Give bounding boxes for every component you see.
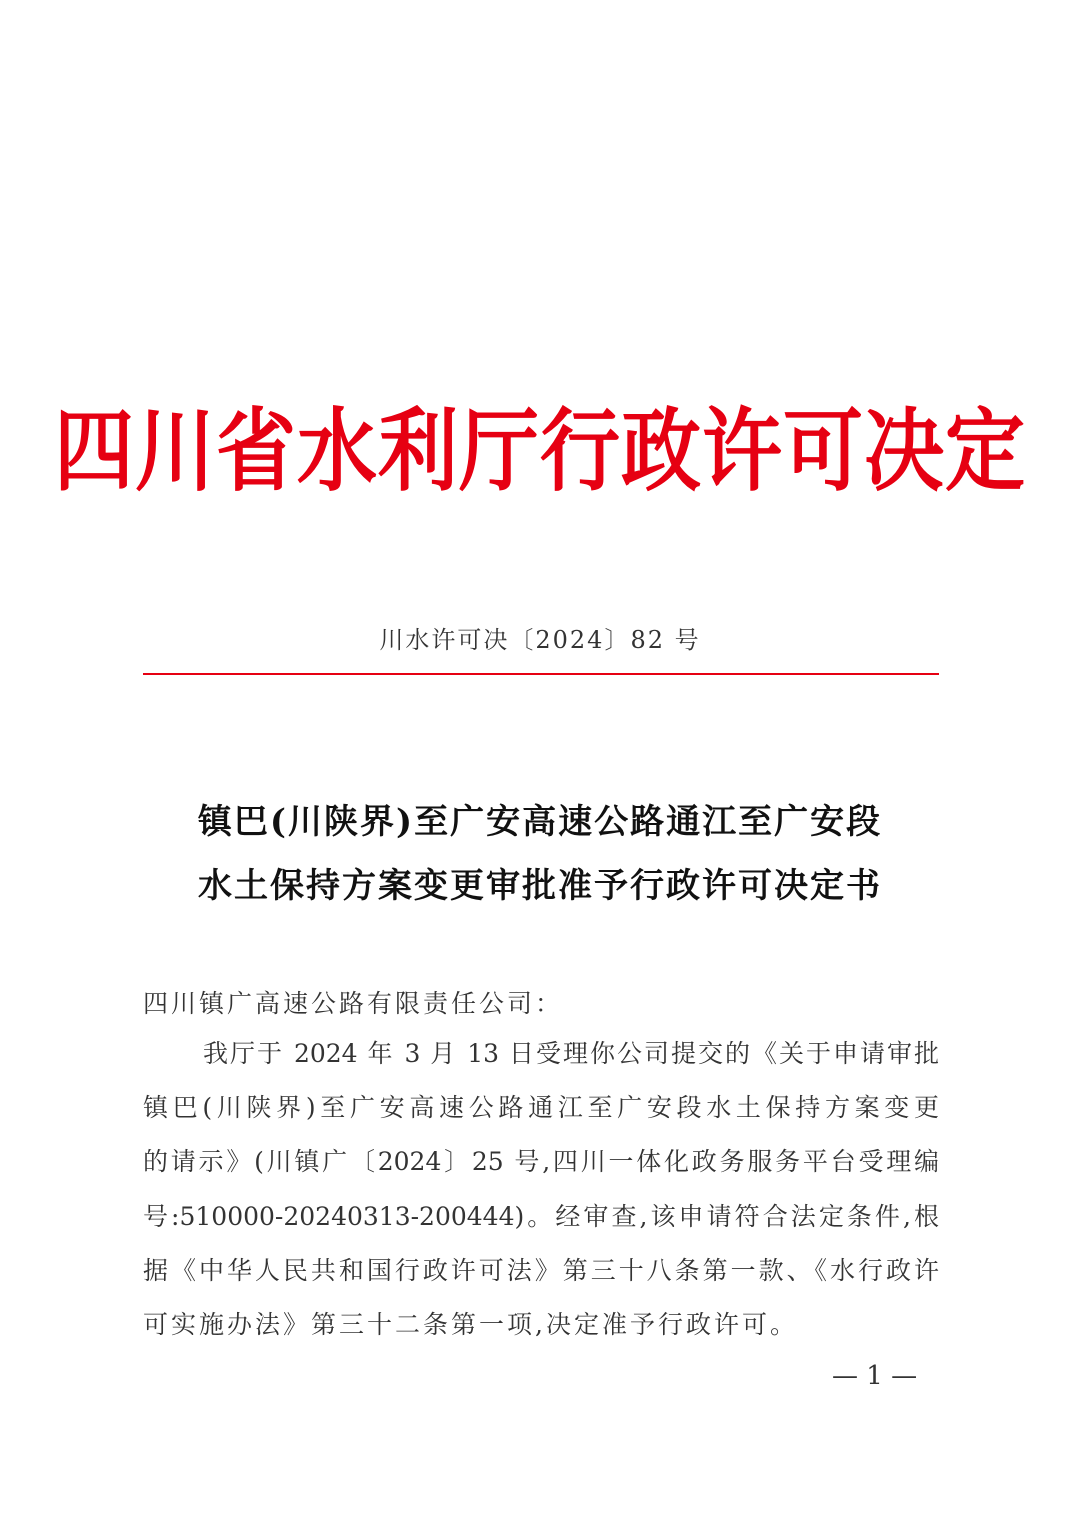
body-line: 可实施办法》第三十二条第一项,决定准予行政许可。 <box>143 1310 798 1339</box>
red-separator-line <box>143 673 939 675</box>
issuing-authority-header: 四川省水利厅行政许可决定 <box>54 399 1026 504</box>
body-line: 的请示》(川镇广〔2024〕25 号,四川一体化政务服务平台受理编 <box>143 1147 939 1176</box>
document-number: 川水许可决〔2024〕82 号 <box>379 626 701 654</box>
body-line: 据《中华人民共和国行政许可法》第三十八条第一款、《水行政许 <box>143 1256 939 1285</box>
document-title-line-1: 镇巴(川陕界)至广安高速公路通江至广安段 <box>197 802 883 842</box>
body-line: 我厅于 2024 年 3 月 13 日受理你公司提交的《关于申请审批 <box>203 1039 939 1068</box>
body-line: 号:510000-20240313-200444)。经审查,该申请符合法定条件,根 <box>143 1202 939 1231</box>
document-title-line-2: 水土保持方案变更审批准予行政许可决定书 <box>198 866 882 906</box>
page-number: — 1 — <box>832 1361 918 1391</box>
addressee: 四川镇广高速公路有限责任公司： <box>143 989 564 1018</box>
body-line: 镇巴(川陕界)至广安高速公路通江至广安段水土保持方案变更 <box>143 1093 939 1122</box>
